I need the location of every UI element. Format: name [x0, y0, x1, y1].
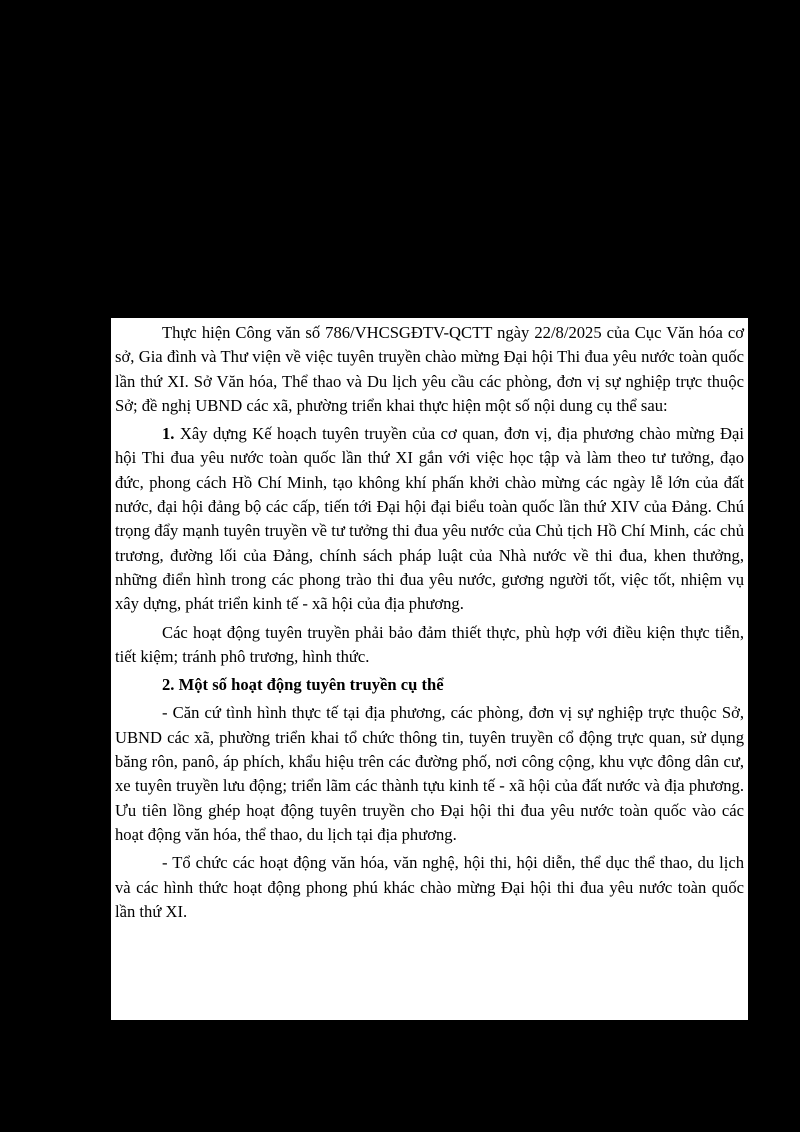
section-2-heading: 2. Một số hoạt động tuyên truyền cụ thể — [162, 675, 444, 695]
section-1-number: 1. — [162, 424, 175, 444]
section-2-item-2: - Tổ chức các hoạt động văn hóa, văn nghệ, hội thi, hội diễn, thể dục thể thao, du lịch và các hình thức hoạt động phong phú khác chào mừng Đại hội thi đua yêu nước toàn quốc lần thứ XI. — [115, 853, 744, 921]
section-1-paragraph — [115, 422, 744, 616]
section-2-item-1: - Căn cứ tình hình thực tế tại địa phương, các phòng, đơn vị sự nghiệp trực thuộc Sở, UBND các xã, phường triển khai tổ chức thông tin, tuyên truyền cổ động trực quan, sử dụng băng rôn, panô, áp phích, khẩu hiệu trên các đường phố, nơi công cộng, khu vực đông dân cư, xe tuyên truyền lưu động; triển lãm các thành tựu kinh tế - xã hội của đất nước và địa phương. Ưu tiên lồng ghép hoạt động tuyên truyền cho Đại hội thi đua yêu nước toàn quốc vào các hoạt động văn hóa, thể thao, du lịch tại địa phương. — [115, 703, 744, 844]
section-1-text: Xây dựng Kế hoạch tuyên truyền của cơ quan, đơn vị, địa phương chào mừng Đại hội Thi đua yêu nước toàn quốc lần thứ XI gắn với việc học tập và làm theo tư tưởng, đạo đức, phong cách Hồ Chí Minh, tạo không khí phấn khởi chào mừng các ngày lễ lớn của đất nước, đại hội đảng bộ các cấp, tiến tới Đại hội đại biểu toàn quốc lần thứ XIV của Đảng. Chú trọng đẩy mạnh tuyên truyền về tư tưởng thi đua yêu nước của Chủ tịch Hồ Chí Minh, các chủ trương, đường lối của Đảng, chính sách pháp luật của Nhà nước về thi đua, khen thưởng, những điển hình trong các phong trào thi đua yêu nước, gương người tốt, việc tốt, nhiệm vụ xây dựng, phát triển kinh tế - xã hội của địa phương. — [115, 424, 744, 614]
section-1-note: Các hoạt động tuyên truyền phải bảo đảm thiết thực, phù hợp với điều kiện thực tiễn, tiết kiệm; tránh phô trương, hình thức. — [115, 622, 744, 666]
document-page — [111, 318, 748, 1020]
intro-paragraph: Thực hiện Công văn số 786/VHCSGĐTV-QCTT ngày 22/8/2025 của Cục Văn hóa cơ sở, Gia đình và Thư viện về việc tuyên truyền chào mừng Đại hội Thi đua yêu nước toàn quốc lần thứ XI. Sở Văn hóa, Thể thao và Du lịch yêu cầu các phòng, đơn vị sự nghiệp trực thuộc Sở; đề nghị UBND các xã, phường triển khai thực hiện một số nội dung cụ thể sau: — [115, 323, 744, 415]
